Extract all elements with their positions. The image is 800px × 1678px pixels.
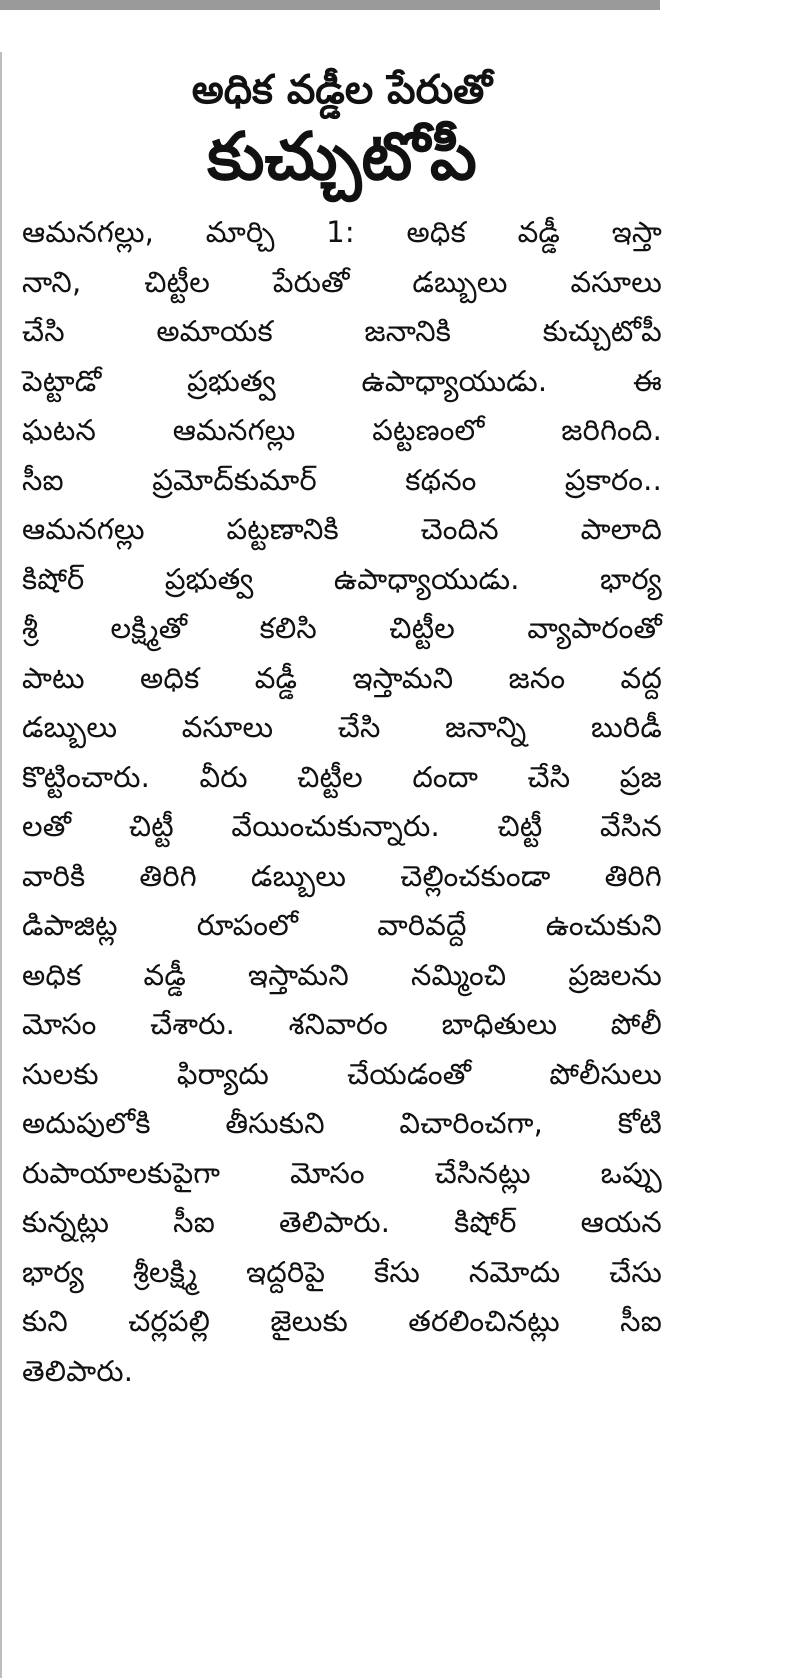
article-body-line: లతో చిట్టీ వేయించుకున్నారు. చిట్టీ వేసిన: [22, 809, 662, 843]
article-body-line: ఘటన ఆమనగల్లు పట్టణంలో జరిగింది.: [22, 413, 662, 447]
news-clipping: [22, 66, 662, 1396]
article-body-line: వారికి తిరిగి డబ్బులు చెల్లించకుండా తిరిగి: [22, 858, 662, 893]
article-headline: కుచ్చుటోపీ: [207, 118, 477, 195]
article-body-line: ఆమనగల్లు, మార్చి 1: అధిక వడ్డీ ఇస్తా: [22, 215, 662, 249]
left-divider-line: [0, 52, 2, 1678]
article-body-line: డబ్బులు వసూలు చేసి జనాన్ని బురిడీ: [22, 710, 662, 744]
article-body-line: అధిక వడ్డీ ఇస్తామని నమ్మించి ప్రజలను: [22, 957, 662, 992]
article-body-line: డిపాజిట్ల రూపంలో వారివద్దే ఉంచుకుని: [22, 908, 662, 942]
article-body-line: పాటు అధిక వడ్డీ ఇస్తామని జనం వద్ద: [22, 660, 662, 695]
article-body-line: కిషోర్ ప్రభుత్వ ఉపాధ్యాయుడు. భార్య: [22, 561, 662, 596]
article-body-line: భార్య శ్రీలక్ష్మి ఇద్దరిపై కేసు నమోదు చేసు: [22, 1254, 662, 1289]
article-body-line: మోసం చేశారు. శనివారం బాధితులు పోలీ: [22, 1007, 662, 1041]
article-body-line: సీఐ ప్రమోద్‌కుమార్ కథనం ప్రకారం..: [22, 462, 662, 497]
article-body-line: కొట్టించారు. వీరు చిట్టీల దందా చేసి ప్రజ: [22, 759, 662, 794]
article-body-line: ఆమనగల్లు పట్టణానికి చెందిన పాలాది: [22, 512, 662, 546]
article-body-line: తెలిపారు.: [22, 1353, 134, 1388]
article-body-line: కుని చర్లపల్లి జైలుకు తరలించినట్లు సీఐ: [22, 1304, 662, 1338]
article-body-line: అదుపులోకి తీసుకుని విచారించగా, కోటి: [22, 1106, 662, 1140]
top-divider-line: [0, 0, 660, 10]
article-body-line: కున్నట్లు సీఐ తెలిపారు. కిషోర్ ఆయన: [22, 1205, 662, 1239]
article-body-line: నాని, చిట్టీల పేరుతో డబ్బులు వసూలు: [22, 264, 662, 299]
article-body-line: చేసి అమాయక జనానికి కుచ్చుటోపీ: [22, 314, 662, 348]
article-body-line: పెట్టాడో ప్రభుత్వ ఉపాధ్యాయుడు. ఈ: [22, 363, 662, 398]
article-body-line: శ్రీ లక్ష్మితో కలిసి చిట్టీల వ్యాపారంతో: [22, 611, 662, 645]
article-body-line: రుపాయాలకుపైగా మోసం చేసినట్లు ఒప్పు: [22, 1155, 662, 1190]
article-body-line: సులకు ఫిర్యాదు చేయడంతో పోలీసులు: [22, 1056, 662, 1091]
article-kicker: అధిక వడ్డీల పేరుతో: [191, 67, 493, 113]
article-body: [22, 208, 662, 1396]
